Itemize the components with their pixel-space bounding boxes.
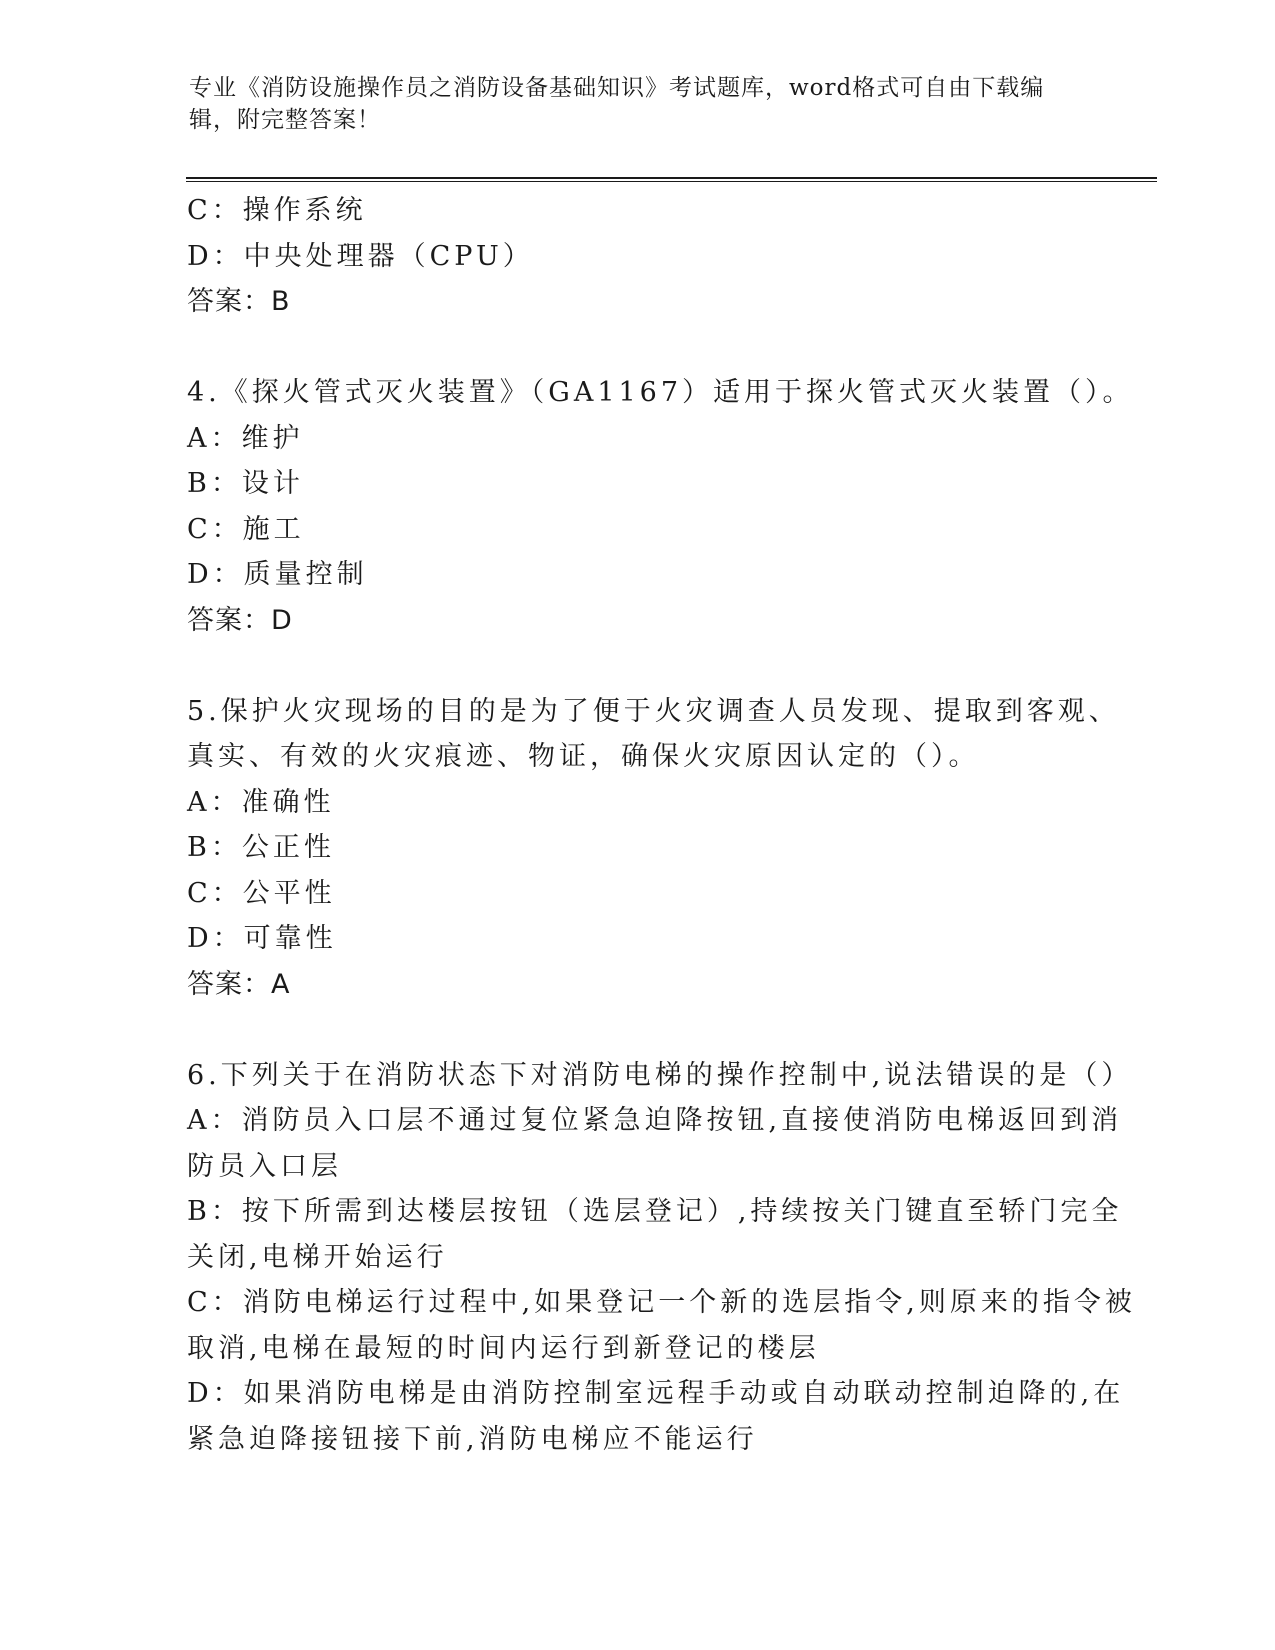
option-a-line-2: 防员入口层: [187, 1150, 342, 1182]
option-d: D：可靠性: [187, 923, 337, 954]
option-a: A：维护: [187, 422, 304, 454]
answer-line: 答案：B: [187, 286, 291, 317]
question-6-block: [187, 1053, 1136, 1463]
option-b-line-1: B：按下所需到达楼层按钮（选层登记）,持续按关门键直至轿门完全: [187, 1196, 1123, 1227]
option-d: D：中央处理器（CPU）: [187, 240, 534, 272]
question-4-block: [187, 370, 1134, 643]
spacer: [187, 643, 1087, 689]
answer-line: 答案：D: [187, 604, 293, 636]
option-a-line-1: A：消防员入口层不通过复位紧急迫降按钮,直接使消防电梯返回到消: [187, 1105, 1123, 1136]
answer-line: 答案：A: [187, 968, 291, 1000]
option-b: B：设计: [187, 468, 304, 499]
page-header: [189, 72, 1089, 136]
option-d-line-2: 紧急迫降接钮接下前,消防电梯应不能运行: [187, 1423, 758, 1455]
option-c: C：施工: [187, 513, 305, 545]
option-d-line-1: D：如果消防电梯是由消防控制室远程手动或自动联动控制迫降的,在: [187, 1378, 1125, 1409]
option-d: D：质量控制: [187, 559, 368, 590]
question-stem: 6.下列关于在消防状态下对消防电梯的操作控制中,说法错误的是（）: [187, 1059, 1133, 1091]
header-divider: [186, 177, 1157, 182]
option-b: B：公正性: [187, 832, 335, 863]
option-c: C：公平性: [187, 877, 336, 909]
question-content: [187, 188, 1136, 1462]
question-5-block: [187, 689, 1120, 1008]
option-a: A：准确性: [187, 786, 335, 818]
question-stem-line-1: 5.保护火灾现场的目的是为了便于火灾调查人员发现、提取到客观、: [187, 695, 1120, 727]
spacer: [187, 1007, 1087, 1053]
spacer: [187, 325, 1087, 371]
option-c: C：操作系统: [187, 195, 367, 226]
option-b-line-2: 关闭,电梯开始运行: [187, 1241, 448, 1273]
header-title-line-2: 辑，附完整答案！: [189, 107, 381, 133]
option-c-line-1: C：消防电梯运行过程中,如果登记一个新的选层指令,则原来的指令被: [187, 1287, 1136, 1318]
option-c-line-2: 取消,电梯在最短的时间内运行到新登记的楼层: [187, 1332, 820, 1364]
question-stem-line-2: 真实、有效的火灾痕迹、物证，确保火灾原因认定的（）。: [187, 741, 980, 772]
previous-question-block: [187, 188, 1087, 325]
header-title-line-1: 专业《消防设施操作员之消防设备基础知识》考试题库，word格式可自由下载编: [189, 75, 1045, 101]
question-stem: 4.《探火管式灭火装置》（GA1167）适用于探火管式灭火装置（）。: [187, 377, 1134, 408]
